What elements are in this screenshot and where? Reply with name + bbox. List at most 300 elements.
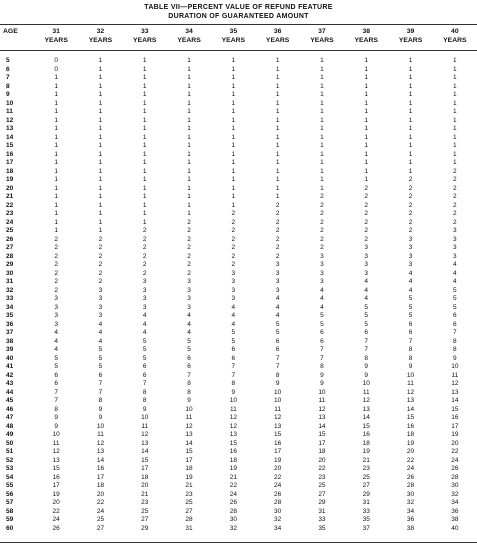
value-cell: 1 — [408, 167, 413, 175]
value-cell: 3 — [187, 303, 191, 311]
value-cell: 5 — [408, 312, 413, 319]
value-cell: 17 — [141, 465, 149, 472]
value-cell: 3 — [275, 286, 280, 294]
value-cell: 3 — [231, 269, 236, 277]
value-cell: 22 — [52, 507, 60, 515]
value-cell: 1 — [320, 116, 324, 124]
value-cell: 15 — [52, 465, 60, 472]
value-cell: 34 — [274, 524, 282, 532]
value-cell: 13 — [141, 439, 149, 447]
table-row — [0, 482, 477, 491]
value-cell: 4 — [54, 346, 58, 353]
value-cell: 2 — [231, 227, 236, 234]
value-cell: 22 — [96, 499, 105, 506]
value-cell: 22 — [451, 448, 459, 455]
value-cell: 6 — [231, 346, 236, 353]
value-cell: 1 — [231, 201, 236, 209]
value-cell: 1 — [54, 184, 58, 192]
column-header-38-years — [344, 25, 388, 50]
value-cell: 16 — [451, 414, 459, 421]
value-cell: 7 — [142, 380, 147, 387]
value-cell: 2 — [320, 201, 324, 209]
value-cell: 1 — [142, 133, 147, 141]
value-cell: 20 — [318, 456, 326, 464]
value-cell: 1 — [364, 108, 369, 115]
value-cell: 6 — [453, 312, 457, 319]
table-row — [0, 176, 477, 185]
age-cell: 37 — [6, 329, 14, 336]
value-cell: 1 — [142, 125, 147, 132]
value-cell: 17 — [96, 473, 105, 481]
value-cell: 1 — [54, 150, 58, 158]
value-cell: 13 — [406, 397, 415, 404]
value-cell: 23 — [362, 465, 370, 472]
table-row — [0, 499, 477, 508]
age-cell: 20 — [6, 184, 14, 192]
value-cell: 32 — [406, 499, 415, 506]
value-cell: 31 — [318, 507, 326, 515]
value-cell: 1 — [54, 218, 58, 226]
value-cell: 1 — [408, 133, 413, 141]
value-cell: 1 — [231, 125, 236, 132]
age-cell: 12 — [6, 116, 14, 124]
column-header-number: 31 — [52, 28, 60, 35]
value-cell: 23 — [185, 490, 193, 498]
value-cell: 1 — [231, 82, 236, 90]
value-cell: 2 — [231, 210, 236, 217]
value-cell: 10 — [274, 388, 282, 396]
value-cell: 8 — [453, 346, 457, 353]
value-cell: 1 — [98, 133, 103, 141]
value-cell: 5 — [320, 320, 324, 328]
value-cell: 2 — [187, 227, 191, 234]
value-cell: 28 — [229, 507, 237, 515]
value-cell: 5 — [453, 303, 457, 311]
value-cell: 1 — [142, 65, 147, 73]
value-cell: 40 — [451, 524, 459, 532]
value-cell: 5 — [275, 329, 280, 336]
value-cell: 2 — [98, 252, 103, 260]
value-cell: 2 — [231, 235, 236, 243]
value-cell: 2 — [54, 278, 58, 285]
value-cell: 24 — [274, 482, 282, 489]
value-cell: 26 — [229, 499, 237, 506]
value-cell: 26 — [406, 473, 415, 481]
value-cell: 1 — [54, 142, 58, 149]
age-cell: 55 — [6, 482, 14, 489]
age-column-header: AGE — [3, 28, 18, 35]
age-cell: 5 — [6, 57, 10, 64]
column-header-unit: YEARS — [133, 37, 157, 44]
value-cell: 4 — [320, 303, 324, 311]
table-row — [0, 134, 477, 143]
value-cell: 3 — [187, 295, 191, 302]
column-header-39-years — [388, 25, 432, 50]
value-cell: 1 — [275, 133, 280, 141]
value-cell: 26 — [451, 465, 459, 472]
value-cell: 1 — [231, 91, 236, 98]
value-cell: 12 — [229, 414, 237, 421]
age-cell: 33 — [6, 295, 14, 302]
value-cell: 2 — [98, 235, 103, 243]
value-cell: 2 — [275, 252, 280, 260]
value-cell: 8 — [98, 397, 103, 404]
value-cell: 4 — [187, 312, 191, 319]
value-cell: 5 — [453, 286, 457, 294]
table-row — [0, 202, 477, 211]
table-row — [0, 372, 477, 381]
column-header-number: 35 — [229, 28, 238, 35]
value-cell: 28 — [451, 473, 459, 481]
value-cell: 2 — [98, 244, 103, 251]
value-cell: 1 — [187, 159, 191, 166]
table-row — [0, 525, 477, 534]
table-title-line-1: TABLE VII—PERCENT VALUE OF REFUND FEATURE — [144, 4, 333, 11]
value-cell: 1 — [320, 82, 324, 90]
table-row — [0, 117, 477, 126]
value-cell: 1 — [320, 133, 324, 141]
value-cell: 22 — [318, 465, 326, 472]
age-cell: 56 — [6, 490, 14, 498]
value-cell: 3 — [142, 286, 147, 294]
table-row — [0, 185, 477, 194]
value-cell: 1 — [98, 210, 103, 217]
value-cell: 1 — [54, 210, 58, 217]
value-cell: 15 — [185, 448, 193, 455]
value-cell: 23 — [318, 473, 326, 481]
value-cell: 8 — [142, 397, 147, 404]
value-cell: 31 — [185, 524, 193, 532]
value-cell: 1 — [408, 108, 413, 115]
column-header-40-years — [433, 25, 477, 50]
value-cell: 2 — [320, 235, 324, 243]
age-cell: 30 — [6, 269, 14, 277]
value-cell: 12 — [451, 380, 459, 387]
value-cell: 35 — [318, 524, 326, 532]
value-cell: 14 — [406, 405, 415, 413]
value-cell: 1 — [142, 91, 147, 98]
value-cell: 1 — [98, 116, 103, 124]
value-cell: 27 — [318, 490, 326, 498]
refund-value-table — [0, 25, 477, 533]
value-cell: 18 — [96, 482, 105, 489]
value-cell: 1 — [453, 91, 457, 98]
value-cell: 1 — [320, 108, 324, 115]
value-cell: 37 — [362, 524, 370, 532]
column-header-unit: YEARS — [44, 37, 68, 44]
value-cell: 25 — [96, 516, 105, 523]
value-cell: 4 — [275, 295, 280, 302]
value-cell: 4 — [98, 329, 103, 336]
value-cell: 1 — [408, 99, 413, 107]
age-cell: 45 — [6, 397, 14, 404]
value-cell: 4 — [364, 295, 369, 302]
value-cell: 27 — [96, 524, 105, 532]
table-row — [0, 457, 477, 466]
value-cell: 10 — [318, 388, 326, 396]
value-cell: 1 — [187, 176, 191, 183]
value-cell: 6 — [275, 337, 280, 345]
age-cell: 44 — [6, 388, 14, 396]
age-cell: 47 — [6, 414, 14, 421]
age-cell: 50 — [6, 439, 14, 447]
table-row — [0, 295, 477, 304]
value-cell: 15 — [274, 431, 282, 438]
table-row — [0, 270, 477, 279]
value-cell: 5 — [54, 363, 58, 370]
value-cell: 1 — [231, 57, 236, 64]
value-cell: 11 — [97, 431, 104, 438]
table-title-line-2: DURATION OF GUARANTEED AMOUNT — [168, 12, 309, 20]
value-cell: 7 — [231, 363, 236, 370]
value-cell: 1 — [231, 159, 236, 166]
table-row — [0, 83, 477, 92]
value-cell: 11 — [407, 380, 414, 387]
value-cell: 36 — [451, 507, 459, 515]
value-cell: 1 — [231, 74, 236, 81]
bottom-rule — [0, 542, 477, 543]
value-cell: 1 — [54, 91, 58, 98]
value-cell: 1 — [142, 193, 147, 200]
value-cell: 1 — [187, 133, 191, 141]
age-cell: 24 — [6, 218, 14, 226]
value-cell: 17 — [318, 439, 326, 447]
column-header-number: 32 — [96, 28, 105, 35]
value-cell: 9 — [364, 371, 369, 379]
value-cell: 2 — [364, 193, 369, 200]
value-cell: 1 — [275, 65, 280, 73]
value-cell: 1 — [142, 201, 147, 209]
value-cell: 1 — [54, 82, 58, 90]
value-cell: 3 — [275, 269, 280, 277]
value-cell: 11 — [141, 422, 149, 430]
value-cell: 5 — [231, 337, 236, 345]
value-cell: 1 — [364, 150, 369, 158]
value-cell: 1 — [98, 184, 103, 192]
value-cell: 1 — [187, 210, 191, 217]
value-cell: 24 — [52, 516, 60, 523]
value-cell: 8 — [364, 354, 369, 362]
value-cell: 1 — [142, 150, 147, 158]
value-cell: 2 — [275, 244, 280, 251]
value-cell: 3 — [54, 303, 58, 311]
column-header-number: 33 — [140, 28, 149, 35]
value-cell: 3 — [320, 252, 324, 260]
value-cell: 4 — [142, 320, 147, 328]
value-cell: 1 — [142, 74, 147, 81]
table-row — [0, 406, 477, 415]
value-cell: 19 — [451, 431, 459, 438]
value-cell: 1 — [98, 99, 103, 107]
value-cell: 1 — [408, 125, 413, 132]
value-cell: 1 — [453, 125, 457, 132]
age-cell: 39 — [6, 346, 14, 353]
value-cell: 10 — [229, 397, 237, 404]
value-cell: 10 — [52, 431, 60, 438]
table-row — [0, 465, 477, 474]
value-cell: 2 — [231, 244, 236, 251]
value-cell: 8 — [408, 354, 413, 362]
table-row — [0, 448, 477, 457]
value-cell: 1 — [320, 91, 324, 98]
value-cell: 1 — [187, 74, 191, 81]
value-cell: 19 — [185, 473, 193, 481]
value-cell: 11 — [362, 388, 370, 396]
value-cell: 1 — [453, 57, 457, 64]
value-cell: 2 — [142, 235, 147, 243]
value-cell: 3 — [98, 295, 103, 302]
value-cell: 2 — [408, 201, 413, 209]
value-cell: 15 — [362, 422, 370, 430]
value-cell: 6 — [231, 354, 236, 362]
column-header-35-years — [211, 25, 255, 50]
value-cell: 1 — [98, 150, 103, 158]
value-cell: 1 — [142, 116, 147, 124]
value-cell: 4 — [275, 312, 280, 319]
value-cell: 24 — [406, 465, 415, 472]
value-cell: 1 — [231, 65, 236, 73]
age-cell: 18 — [6, 167, 14, 175]
value-cell: 14 — [318, 422, 326, 430]
value-cell: 1 — [364, 133, 369, 141]
column-header-number: 38 — [362, 28, 370, 35]
value-cell: 1 — [320, 159, 324, 166]
value-cell: 3 — [231, 286, 236, 294]
value-cell: 5 — [142, 354, 147, 362]
value-cell: 1 — [408, 57, 413, 64]
value-cell: 13 — [274, 422, 282, 430]
value-cell: 2 — [320, 244, 324, 251]
value-cell: 1 — [98, 65, 103, 73]
age-cell: 19 — [6, 176, 14, 183]
value-cell: 6 — [142, 363, 147, 370]
value-cell: 16 — [406, 422, 415, 430]
value-cell: 6 — [54, 371, 58, 379]
value-cell: 1 — [142, 167, 147, 175]
value-cell: 4 — [320, 295, 324, 302]
value-cell: 10 — [362, 380, 370, 387]
value-cell: 9 — [320, 380, 324, 387]
value-cell: 2 — [54, 269, 58, 277]
value-cell: 1 — [275, 176, 280, 183]
value-cell: 4 — [54, 337, 58, 345]
value-cell: 21 — [185, 482, 193, 489]
age-cell: 10 — [6, 99, 14, 107]
value-cell: 1 — [187, 150, 191, 158]
value-cell: 15 — [406, 414, 415, 421]
value-cell: 4 — [187, 329, 191, 336]
value-cell: 3 — [364, 252, 369, 260]
value-cell: 2 — [187, 235, 191, 243]
value-cell: 10 — [185, 405, 193, 413]
value-cell: 11 — [52, 439, 60, 447]
value-cell: 1 — [54, 116, 58, 124]
value-cell: 1 — [453, 150, 457, 158]
age-cell: 59 — [6, 516, 14, 523]
value-cell: 16 — [52, 473, 60, 481]
column-header-number: 40 — [451, 28, 459, 35]
value-cell: 3 — [364, 244, 369, 251]
value-cell: 2 — [275, 235, 280, 243]
value-cell: 2 — [187, 244, 191, 251]
value-cell: 1 — [275, 74, 280, 81]
age-cell: 16 — [6, 150, 14, 158]
column-header-unit: YEARS — [443, 37, 467, 44]
value-cell: 38 — [406, 524, 415, 532]
value-cell: 2 — [275, 210, 280, 217]
value-cell: 1 — [320, 125, 324, 132]
value-cell: 3 — [320, 278, 324, 285]
value-cell: 34 — [451, 499, 459, 506]
value-cell: 1 — [142, 99, 147, 107]
value-cell: 1 — [364, 91, 369, 98]
value-cell: 10 — [406, 371, 415, 379]
table-row — [0, 108, 477, 117]
value-cell: 18 — [406, 431, 415, 438]
value-cell: 4 — [408, 286, 413, 294]
value-cell: 2 — [275, 201, 280, 209]
value-cell: 16 — [229, 448, 237, 455]
value-cell: 2 — [231, 261, 236, 268]
value-cell: 3 — [187, 278, 191, 285]
value-cell: 1 — [364, 82, 369, 90]
value-cell: 6 — [187, 354, 191, 362]
table-row — [0, 431, 477, 440]
value-cell: 27 — [185, 507, 193, 515]
value-cell: 3 — [408, 235, 413, 243]
value-cell: 28 — [185, 516, 193, 523]
value-cell: 2 — [187, 261, 191, 268]
value-cell: 2 — [98, 278, 103, 285]
value-cell: 3 — [54, 320, 58, 328]
value-cell: 20 — [451, 439, 459, 447]
value-cell: 25 — [141, 507, 149, 515]
table-row — [0, 142, 477, 151]
table-row — [0, 193, 477, 202]
value-cell: 17 — [274, 448, 282, 455]
column-header-unit: YEARS — [310, 37, 334, 44]
value-cell: 7 — [320, 346, 324, 353]
value-cell: 25 — [185, 499, 193, 506]
table-row — [0, 159, 477, 168]
value-cell: 9 — [98, 414, 103, 421]
value-cell: 9 — [275, 380, 280, 387]
value-cell: 2 — [364, 227, 369, 234]
value-cell: 4 — [54, 329, 58, 336]
value-cell: 4 — [453, 269, 457, 277]
value-cell: 9 — [187, 397, 191, 404]
value-cell: 1 — [98, 142, 103, 149]
value-cell: 1 — [275, 142, 280, 149]
value-cell: 1 — [187, 99, 191, 107]
value-cell: 17 — [52, 482, 60, 489]
value-cell: 7 — [54, 397, 58, 404]
value-cell: 2 — [453, 210, 457, 217]
value-cell: 3 — [320, 269, 324, 277]
value-cell: 1 — [231, 150, 236, 158]
value-cell: 1 — [54, 176, 58, 183]
age-cell: 32 — [6, 286, 14, 294]
value-cell: 12 — [52, 448, 60, 455]
column-header-number: 39 — [406, 28, 415, 35]
value-cell: 3 — [187, 286, 191, 294]
value-cell: 12 — [274, 414, 282, 421]
value-cell: 1 — [453, 65, 457, 73]
age-cell: 23 — [6, 210, 14, 217]
value-cell: 11 — [318, 397, 326, 404]
value-cell: 25 — [318, 482, 326, 489]
value-cell: 1 — [231, 176, 236, 183]
